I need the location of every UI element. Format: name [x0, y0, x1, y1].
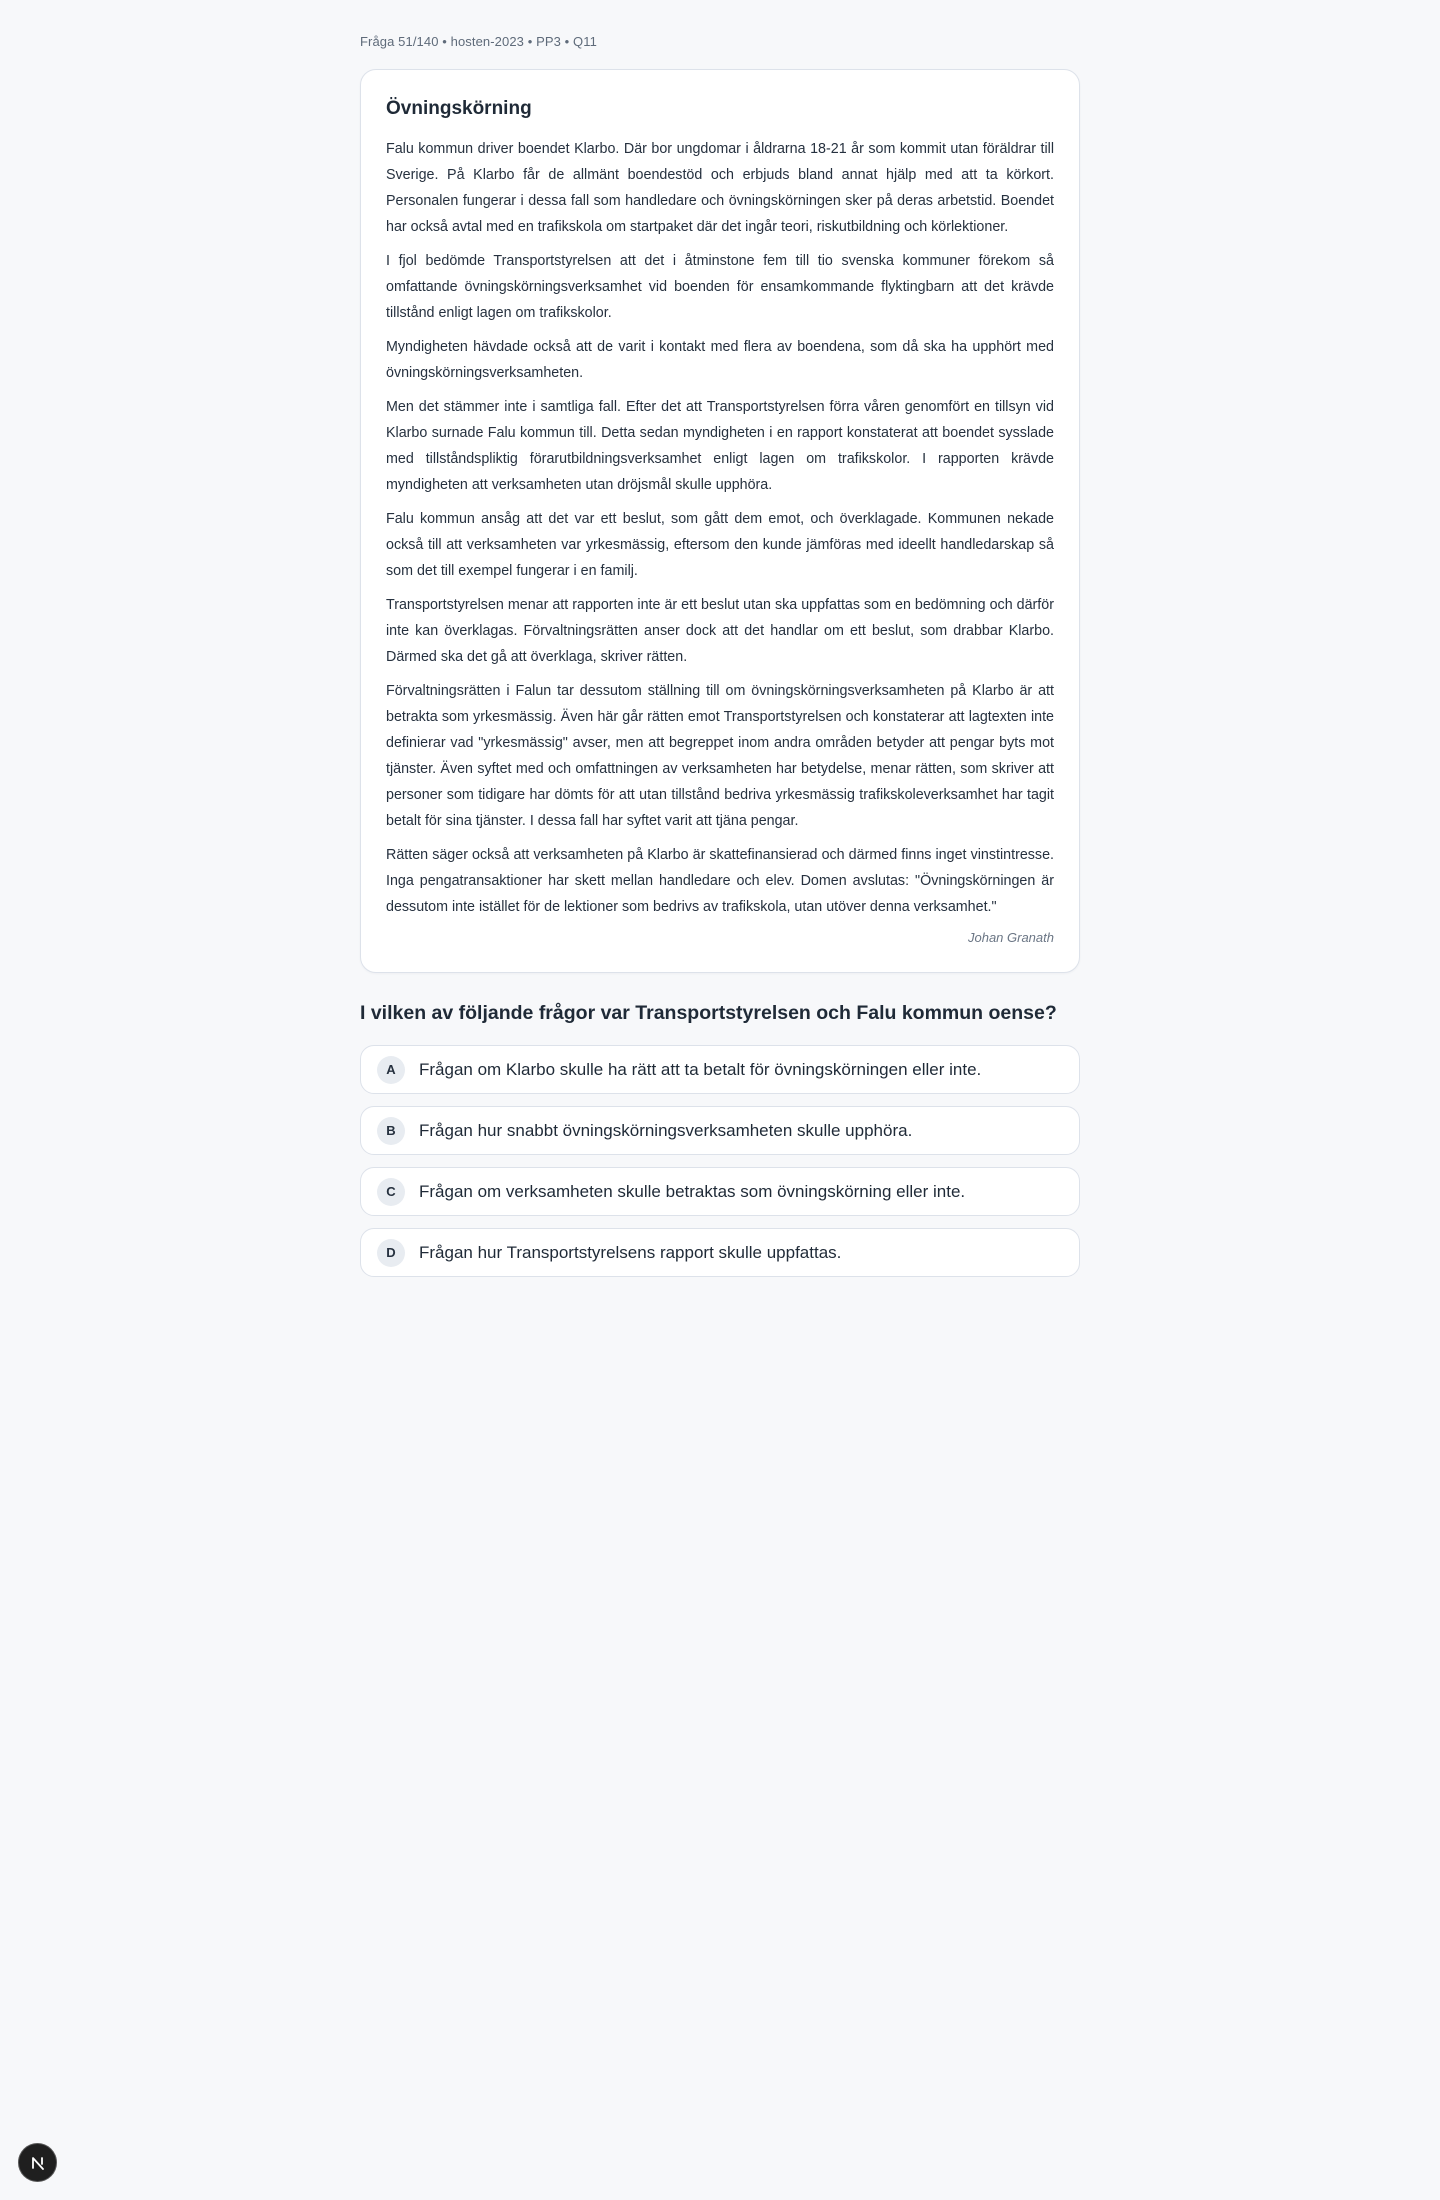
option-text: Frågan om Klarbo skulle ha rätt att ta betalt för övningskörningen eller inte.	[419, 1059, 982, 1079]
option-text: Frågan om verksamheten skulle betraktas som övningskörning eller inte.	[419, 1181, 966, 1201]
option-text: Frågan hur snabbt övningskörningsverksamheten skulle upphöra.	[419, 1120, 913, 1140]
answer-option-b[interactable]	[360, 1106, 1080, 1155]
nextjs-logo-icon	[28, 2153, 48, 2173]
option-letter-badge: C	[377, 1178, 405, 1206]
answer-option-d[interactable]	[360, 1228, 1080, 1277]
answer-options	[360, 1045, 1080, 1277]
quiz-container	[360, 0, 1080, 1289]
passage-paragraph: I fjol bedömde Transportstyrelsen att det i åtminstone fem till tio svenska kommuner förekom så omfattande övningskörningsverksamhet vid boenden för ensamkommande flyktingbarn att det krävde tillstånd enligt lagen om trafikskolor.	[386, 253, 1054, 321]
option-letter-badge: A	[377, 1056, 405, 1084]
passage-paragraph: Rätten säger också att verksamheten på Klarbo är skattefinansierad och därmed finns inget vinstintresse. Inga pengatransaktioner har skett mellan handledare och elev. Domen avslutas: "Övningskörningen är dessutom inte istället för de lektioner som bedrivs av trafikskola, utan utöver denna verksamhet."	[386, 847, 1054, 915]
nextjs-devtools-button[interactable]	[18, 2143, 57, 2182]
question-meta: Fråga 51/140 • hosten-2023 • PP3 • Q11	[360, 34, 597, 49]
option-text: Frågan hur Transportstyrelsens rapport skulle uppfattas.	[419, 1242, 842, 1262]
question-text: I vilken av följande frågor var Transportstyrelsen och Falu kommun oense?	[360, 1002, 1057, 1024]
answer-option-c[interactable]	[360, 1167, 1080, 1216]
answer-option-a[interactable]	[360, 1045, 1080, 1094]
passage-paragraph: Myndigheten hävdade också att de varit i kontakt med flera av boendena, som då ska ha upphört med övningskörningsverksamheten.	[386, 339, 1054, 381]
passage-author: Johan Granath	[967, 930, 1054, 945]
passage-title: Övningskörning	[386, 98, 532, 119]
passage-paragraph: Men det stämmer inte i samtliga fall. Efter det att Transportstyrelsen förra våren genomfört en tillsyn vid Klarbo surnade Falu kommun till. Detta sedan myndigheten i en rapport konstaterat att boendet sysslade med tillståndspliktig förarutbildningsverksamhet enligt lagen om trafikskolor. I rapporten krävde myndigheten att verksamheten utan dröjsmål skulle upphöra.	[386, 399, 1054, 493]
passage-paragraph: Förvaltningsrätten i Falun tar dessutom ställning till om övningskörningsverksamheten på Klarbo är att betrakta som yrkesmässig. Även här går rätten emot Transportstyrelsen och konstaterar att lagtexten inte definierar vad "yrkesmässig" avser, men att begreppet inom andra områden betyder att pengar byts mot tjänster. Även syftet med och omfattningen av verksamheten har betydelse, menar rätten, som skriver att personer som tidigare har dömts för att utan tillstånd bedriva yrkesmässig trafikskoleverksamhet har tagit betalt för sina tjänster. I dessa fall har syftet varit att tjäna pengar.	[386, 683, 1054, 829]
option-letter-badge: D	[377, 1239, 405, 1267]
passage-paragraph: Falu kommun driver boendet Klarbo. Där bor ungdomar i åldrarna 18-21 år som kommit utan föräldrar till Sverige. På Klarbo får de allmänt boendestöd och erbjuds bland annat hjälp med att ta körkort. Personalen fungerar i dessa fall som handledare och övningskörningen sker på deras arbetstid. Boendet har också avtal med en trafikskola om startpaket där det ingår teori, riskutbildning och körlektioner.	[386, 141, 1054, 235]
passage-paragraph: Falu kommun ansåg att det var ett beslut, som gått dem emot, och överklagade. Kommunen nekade också till att verksamheten var yrkesmässig, eftersom den kunde jämföras med ideellt handledarskap så som det till exempel fungerar i en familj.	[386, 511, 1054, 579]
passage-paragraph: Transportstyrelsen menar att rapporten inte är ett beslut utan ska uppfattas som en bedömning och därför inte kan överklagas. Förvaltningsrätten anser dock att det handlar om ett beslut, som drabbar Klarbo. Därmed ska det gå att överklaga, skriver rätten.	[386, 597, 1054, 665]
passage-card	[360, 69, 1080, 973]
option-letter-badge: B	[377, 1117, 405, 1145]
